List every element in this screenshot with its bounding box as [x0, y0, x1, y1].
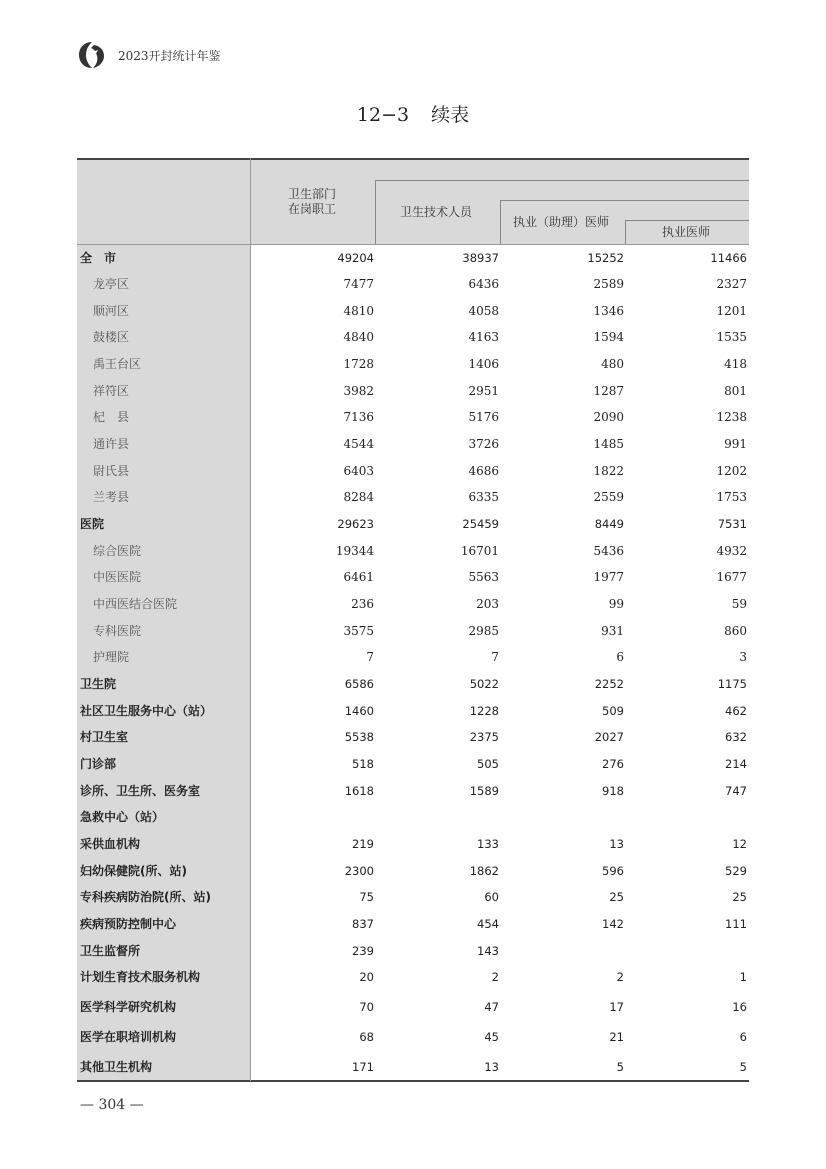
row-label: 兰考县 [93, 490, 130, 504]
row-value-col2: 1228 [469, 704, 499, 718]
row-label: 医院 [80, 517, 105, 531]
row-value-col4 [625, 804, 747, 830]
row-label: 计划生育技术服务机构 [80, 970, 201, 984]
row-value-col1: 5538 [344, 730, 374, 744]
table-row [77, 1024, 749, 1050]
row-label: 祥符区 [93, 384, 130, 398]
table-row [77, 564, 749, 590]
row-value-col1: 1460 [344, 704, 374, 718]
row-value-col2 [375, 804, 499, 830]
table-row [77, 324, 749, 350]
row-value-col1: 70 [359, 1000, 374, 1014]
row-value-col4: 7531 [717, 517, 747, 531]
row-value-col3: 931 [601, 624, 624, 638]
row-value-col1: 1728 [343, 357, 374, 371]
row-label: 杞 县 [93, 410, 130, 424]
row-value-col3: 276 [602, 757, 624, 771]
row-label: 急救中心（站） [80, 810, 165, 824]
row-value-col4 [625, 938, 747, 964]
table-row [77, 724, 749, 750]
header-line-c2 [375, 180, 749, 181]
header-vline-c2 [375, 180, 376, 244]
row-value-col1: 6403 [343, 464, 374, 478]
row-value-col4: 111 [725, 917, 747, 931]
table-title [0, 100, 826, 127]
table-number: 12−3 [356, 104, 410, 126]
column-header-staff-line2: 在岗职工 [288, 202, 337, 216]
row-value-col3: 142 [602, 917, 624, 931]
row-label: 禹王台区 [93, 357, 142, 371]
row-label: 妇幼保健院(所、站) [80, 864, 187, 878]
row-value-col3: 1822 [593, 464, 624, 478]
row-label: 门诊部 [80, 757, 117, 771]
row-label: 诊所、卫生所、医务室 [80, 784, 201, 798]
table-row [77, 831, 749, 857]
row-value-col1: 1618 [344, 784, 374, 798]
row-value-col4: 1677 [716, 570, 747, 584]
row-value-col4: 1175 [717, 677, 747, 691]
row-value-col2: 4163 [468, 330, 499, 344]
row-value-col1: 8284 [343, 490, 374, 504]
table-row [77, 938, 749, 964]
row-value-col2: 2 [491, 970, 499, 984]
row-value-col4: 860 [724, 624, 747, 638]
column-header-practicing-physicians: 执业医师 [662, 225, 711, 239]
row-value-col1: 49204 [337, 251, 374, 265]
column-header-practicing-assistant-physicians: 执业（助理）医师 [513, 215, 610, 229]
row-value-col4: 801 [724, 384, 747, 398]
row-value-col3: 5 [616, 1060, 624, 1074]
row-value-col1: 7 [366, 650, 374, 664]
row-value-col2: 38937 [462, 251, 499, 265]
row-value-col2: 2375 [469, 730, 499, 744]
header-vline-c3 [500, 200, 501, 244]
row-value-col1: 171 [352, 1060, 374, 1074]
row-value-col3: 2559 [593, 490, 624, 504]
row-label: 鼓楼区 [93, 330, 130, 344]
row-value-col1: 2300 [344, 864, 374, 878]
row-value-col1: 4810 [343, 304, 374, 318]
row-value-col2: 4686 [468, 464, 499, 478]
row-value-col2: 1406 [468, 357, 499, 371]
table-row [77, 245, 749, 271]
table-row [77, 484, 749, 510]
row-value-col4: 6 [739, 1030, 747, 1044]
row-value-col2: 1589 [469, 784, 499, 798]
row-label: 卫生监督所 [80, 944, 141, 958]
row-value-col3: 1485 [593, 437, 624, 451]
row-value-col1: 3982 [343, 384, 374, 398]
row-value-col1: 3575 [343, 624, 374, 638]
row-value-col4: 214 [725, 757, 747, 771]
row-value-col3 [500, 938, 624, 964]
row-label: 尉氏县 [93, 464, 130, 478]
row-value-col2: 454 [477, 917, 499, 931]
table-row [77, 671, 749, 697]
row-label: 通许县 [93, 437, 130, 451]
table-row [77, 644, 749, 670]
row-value-col4: 3 [739, 650, 747, 664]
row-value-col1: 239 [352, 944, 374, 958]
table-row [77, 458, 749, 484]
row-value-col2: 45 [484, 1030, 499, 1044]
row-value-col4: 1535 [716, 330, 747, 344]
table-row [77, 884, 749, 910]
row-label: 其他卫生机构 [80, 1060, 153, 1074]
row-value-col3: 15252 [587, 251, 624, 265]
row-value-col4: 16 [732, 1000, 747, 1014]
row-value-col2: 60 [484, 890, 499, 904]
header-vline-c4 [625, 220, 626, 244]
column-header-staff [288, 187, 336, 217]
row-value-col4: 991 [724, 437, 747, 451]
row-label: 专科医院 [93, 624, 142, 638]
row-value-col1 [251, 804, 374, 830]
row-value-col4: 12 [732, 837, 747, 851]
row-value-col4: 5 [739, 1060, 747, 1074]
table-title-text: 续表 [431, 104, 470, 126]
row-value-col3: 596 [602, 864, 624, 878]
column-header-staff-line1: 卫生部门 [288, 187, 337, 201]
row-value-col4: 1238 [716, 410, 747, 424]
table-row [77, 751, 749, 777]
row-value-col2: 1862 [469, 864, 499, 878]
row-value-col1: 68 [359, 1030, 374, 1044]
row-value-col1: 236 [351, 597, 374, 611]
row-value-col3: 1346 [593, 304, 624, 318]
row-value-col1: 6461 [343, 570, 374, 584]
row-value-col1: 518 [352, 757, 374, 771]
row-label: 医学在职培训机构 [80, 1030, 177, 1044]
row-value-col3: 2589 [593, 277, 624, 291]
row-value-col2: 7 [491, 650, 499, 664]
table-row [77, 351, 749, 377]
row-value-col2: 6335 [468, 490, 499, 504]
table-row [77, 538, 749, 564]
row-value-col4: 2327 [716, 277, 747, 291]
table-row [77, 298, 749, 324]
row-value-col3: 1977 [593, 570, 624, 584]
row-value-col1: 837 [352, 917, 374, 931]
row-value-col1: 29623 [337, 517, 374, 531]
page-header [76, 38, 221, 72]
row-value-col3: 2090 [593, 410, 624, 424]
row-value-col2: 2985 [468, 624, 499, 638]
row-label: 中医医院 [93, 570, 142, 584]
row-value-col2: 133 [477, 837, 499, 851]
row-value-col3 [500, 804, 624, 830]
row-value-col4: 59 [731, 597, 747, 611]
row-value-col2: 13 [484, 1060, 499, 1074]
row-value-col3: 2027 [594, 730, 624, 744]
row-value-col4: 1201 [716, 304, 747, 318]
row-value-col4: 418 [724, 357, 747, 371]
table-row [77, 1054, 749, 1080]
row-value-col2: 5563 [468, 570, 499, 584]
row-value-col2: 16701 [460, 544, 499, 558]
table-top-rule [77, 158, 749, 160]
row-value-col2: 4058 [468, 304, 499, 318]
row-label: 卫生院 [80, 677, 117, 691]
row-value-col4: 4932 [716, 544, 747, 558]
row-label: 村卫生室 [80, 730, 129, 744]
row-value-col1: 20 [359, 970, 374, 984]
table-row [77, 404, 749, 430]
row-value-col3: 8449 [594, 517, 624, 531]
statistics-table [77, 158, 749, 1081]
row-label: 专科疾病防治院(所、站) [80, 890, 211, 904]
row-value-col2: 143 [477, 944, 499, 958]
row-value-col1: 4840 [343, 330, 374, 344]
row-label: 护理院 [93, 650, 130, 664]
table-bottom-rule [77, 1080, 749, 1082]
row-value-col2: 6436 [468, 277, 499, 291]
row-value-col3: 2252 [594, 677, 624, 691]
yearbook-title: 2023开封统计年鉴 [118, 48, 221, 63]
table-row [77, 378, 749, 404]
header-background [77, 158, 749, 244]
table-row [77, 511, 749, 537]
row-value-col3: 21 [609, 1030, 624, 1044]
row-value-col2: 5176 [468, 410, 499, 424]
row-value-col3: 5436 [593, 544, 624, 558]
row-value-col3: 509 [602, 704, 624, 718]
row-label: 疾病预防控制中心 [80, 917, 177, 931]
row-value-col2: 3726 [468, 437, 499, 451]
row-value-col1: 6586 [344, 677, 374, 691]
row-value-col1: 19344 [335, 544, 374, 558]
row-value-col3: 2 [616, 970, 624, 984]
row-value-col4: 1 [739, 970, 747, 984]
row-value-col2: 505 [477, 757, 499, 771]
row-value-col3: 918 [602, 784, 624, 798]
row-value-col2: 47 [484, 1000, 499, 1014]
row-label: 顺河区 [93, 304, 130, 318]
column-header-health-technicians: 卫生技术人员 [400, 205, 473, 219]
row-value-col3: 1287 [593, 384, 624, 398]
row-value-col3: 1594 [593, 330, 624, 344]
row-value-col3: 17 [609, 1000, 624, 1014]
row-value-col1: 75 [359, 890, 374, 904]
row-label: 综合医院 [93, 544, 142, 558]
row-value-col3: 99 [608, 597, 624, 611]
row-value-col1: 7477 [343, 277, 374, 291]
kaifeng-yearbook-logo-icon [76, 39, 108, 71]
row-value-col4: 1202 [716, 464, 747, 478]
row-label: 全 市 [80, 251, 117, 265]
row-value-col4: 25 [732, 890, 747, 904]
row-value-col4: 462 [725, 704, 747, 718]
row-value-col3: 13 [609, 837, 624, 851]
row-value-col3: 6 [616, 650, 624, 664]
row-value-col1: 219 [352, 837, 374, 851]
table-row [77, 271, 749, 297]
row-value-col2: 25459 [462, 517, 499, 531]
header-line-c3 [500, 200, 749, 201]
row-value-col4: 747 [725, 784, 747, 798]
row-value-col1: 7136 [343, 410, 374, 424]
table-row [77, 698, 749, 724]
row-value-col4: 632 [725, 730, 747, 744]
table-row [77, 804, 749, 830]
row-value-col2: 5022 [469, 677, 499, 691]
row-value-col2: 203 [476, 597, 499, 611]
table-row [77, 431, 749, 457]
table-row [77, 591, 749, 617]
row-value-col4: 529 [725, 864, 747, 878]
row-value-col3: 25 [609, 890, 624, 904]
table-row [77, 994, 749, 1020]
row-label: 社区卫生服务中心（站） [80, 704, 213, 718]
row-value-col3: 480 [601, 357, 624, 371]
table-row [77, 778, 749, 804]
row-label: 龙亭区 [93, 277, 130, 291]
page-number: — 304 — [80, 1097, 144, 1113]
table-row [77, 964, 749, 990]
table-row [77, 858, 749, 884]
header-line-c4 [625, 220, 749, 221]
row-label: 中西医结合医院 [93, 597, 178, 611]
table-row [77, 618, 749, 644]
row-label: 采供血机构 [80, 837, 141, 851]
row-label: 医学科学研究机构 [80, 1000, 177, 1014]
table-row [77, 911, 749, 937]
row-value-col4: 1753 [716, 490, 747, 504]
row-value-col2: 2951 [468, 384, 499, 398]
row-value-col4: 11466 [710, 251, 747, 265]
row-value-col1: 4544 [343, 437, 374, 451]
